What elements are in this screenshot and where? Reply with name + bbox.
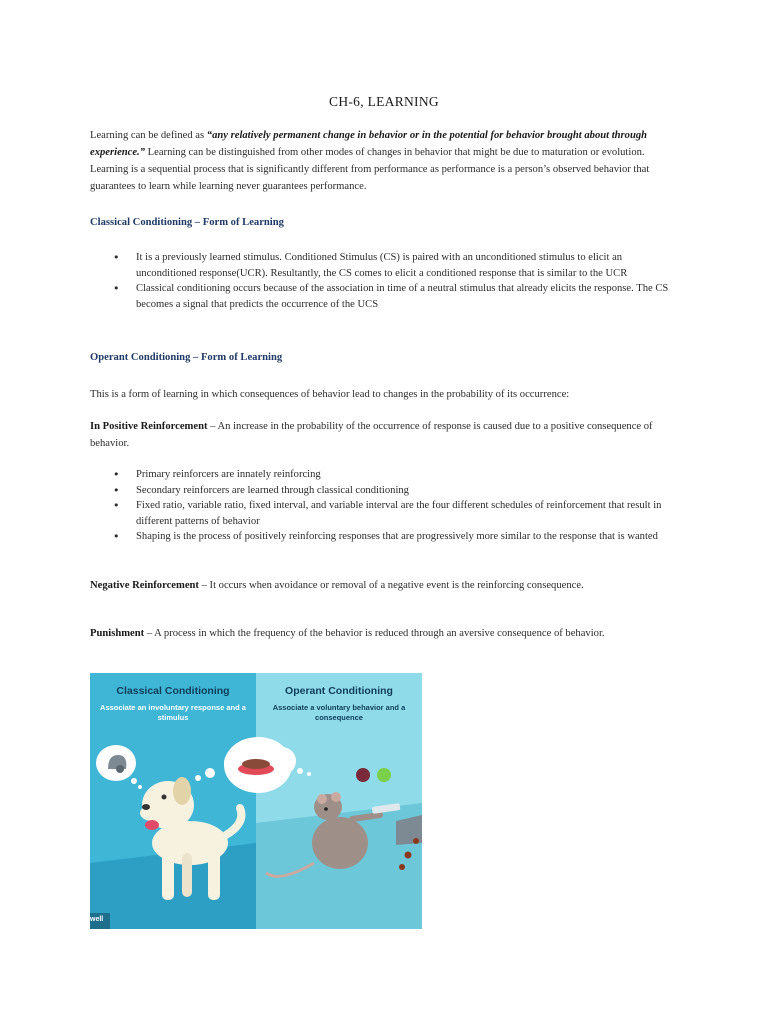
green-light-icon [377, 768, 391, 782]
list-item: • Shaping is the process of positively reinforcing responses that are progressively more similar to the response that is wanted [110, 529, 678, 545]
positive-reinforcement-paragraph [90, 418, 682, 452]
red-light-icon [356, 768, 370, 782]
negative-reinforcement-label: Negative Reinforcement [90, 580, 199, 591]
intro-definition-quote: “any relatively permanent change in behavior or in the potential for behavior brought about through experience.” [90, 130, 648, 158]
reinforcer-bullet-list [110, 467, 678, 545]
positive-reinforcement-label: In Positive Reinforcement [90, 421, 208, 432]
list-item: • Secondary reinforcers are learned through classical conditioning [110, 483, 678, 499]
operant-intro: This is a form of learning in which consequences of behavior lead to changes in the probability of its occurrence: [90, 389, 570, 400]
intro-paragraph [90, 127, 682, 195]
list-item: • Classical conditioning occurs because of the association in time of a neutral stimulus that already elicits the response. The CS becomes a signal that predicts the occurrence of the UCS [110, 281, 678, 312]
operant-panel-subtitle: Associate a voluntary behavior and a consequence [272, 703, 406, 722]
negative-reinforcement-paragraph [90, 577, 682, 594]
negative-reinforcement-text: – It occurs when avoidance or removal of a negative event is the reinforcing consequence. [198, 580, 584, 591]
list-item: • Primary reinforcers are innately reinforcing [110, 467, 678, 483]
punishment-text: – A process in which the frequency of the behavior is reduced through an aversive consequence of behavior. [144, 628, 605, 639]
list-item: • Fixed ratio, variable ratio, fixed interval, and variable interval are the four different schedules of reinforcement that result in different patterns of behavior [110, 498, 678, 529]
positive-reinforcement-text: – An increase in the probability of the occurrence of response is caused due to a positive consequence of behavior. [90, 421, 653, 449]
classical-bullet-list [110, 250, 678, 312]
operant-panel-title: Operant Conditioning [285, 685, 393, 697]
intro-text-start: Learning can be defined as [90, 130, 207, 141]
list-item: • It is a previously learned stimulus. Conditioned Stimulus (CS) is paired with an unconditioned stimulus to elicit an unconditioned response(UCR). Resultantly, the CS comes to elicit a conditioned response that is similar to the UCR [110, 250, 678, 281]
classical-panel-title: Classical Conditioning [116, 685, 230, 697]
conditioning-illustration [90, 673, 422, 929]
classical-panel-subtitle: Associate an involuntary response and a stimulus [100, 703, 246, 722]
punishment-label: Punishment [90, 628, 145, 639]
page-title: CH-6, LEARNING [329, 94, 439, 109]
watermark-text: well [90, 916, 104, 923]
intro-text-end: Learning can be distinguished from other modes of changes in behavior that might be due to maturation or evolution. Learning is a sequential process that is significantly different from performance as performance is a person’s observed behavior that guarantees to learn while learning never guarantees performance. [90, 147, 650, 192]
operant-heading: Operant Conditioning – Form of Learning [90, 352, 283, 363]
punishment-paragraph [90, 625, 682, 642]
classical-heading: Classical Conditioning – Form of Learning [90, 217, 284, 228]
